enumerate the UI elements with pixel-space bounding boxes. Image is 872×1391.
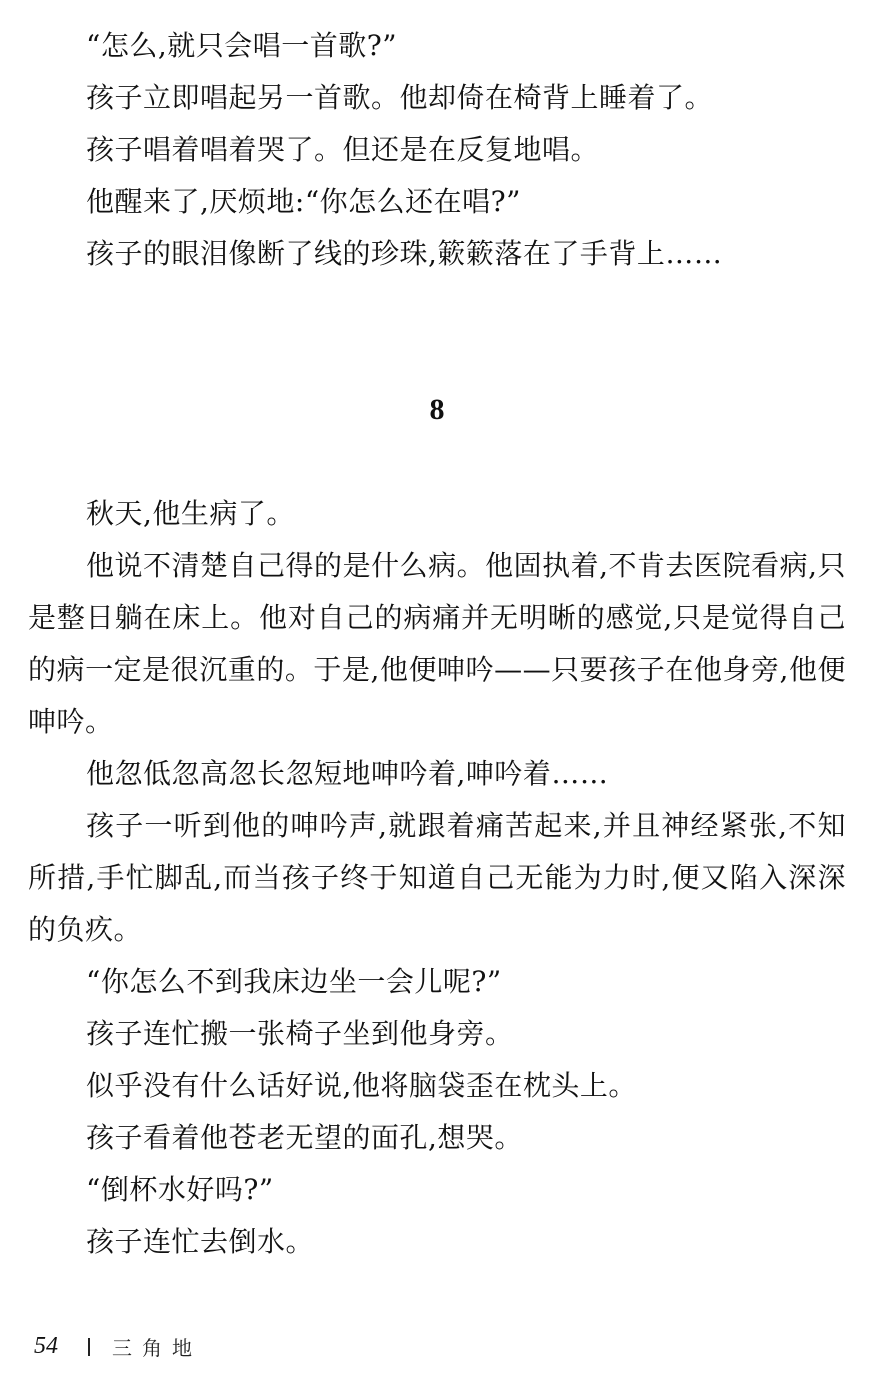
paragraph: “怎么,就只会唱一首歌?” <box>86 29 398 62</box>
paragraph: 他说不清楚自己得的是什么病。他固执着,不肯去医院看病,只是整日躺在床上。他对自己的病痛并无明晰的感觉,只是觉得自己的病一定是很沉重的。于是,他便呻吟——只要孩子在他身旁,他便呻吟。 <box>28 549 846 738</box>
book-title: 三角地 <box>112 1336 202 1360</box>
paragraph: 秋天,他生病了。 <box>86 497 295 530</box>
paragraph: 他醒来了,厌烦地:“你怎么还在唱?” <box>86 185 521 218</box>
paragraph: 孩子唱着唱着哭了。但还是在反复地唱。 <box>86 133 600 166</box>
paragraph: “倒杯水好吗?” <box>86 1173 274 1206</box>
paragraph: 孩子立即唱起另一首歌。他却倚在椅背上睡着了。 <box>86 81 714 114</box>
paragraph: 他忽低忽高忽长忽短地呻吟着,呻吟着…… <box>86 757 609 790</box>
paragraph: “你怎么不到我床边坐一会儿呢?” <box>86 965 502 998</box>
section-8 <box>28 488 846 1268</box>
paragraph: 孩子一听到他的呻吟声,就跟着痛苦起来,并且神经紧张,不知所措,手忙脚乱,而当孩子终于知道自己无能为力时,便又陷入深深的负疚。 <box>28 809 846 946</box>
paragraph: 孩子连忙去倒水。 <box>86 1225 315 1258</box>
section-1-tail <box>28 20 846 280</box>
paragraph: 孩子看着他苍老无望的面孔,想哭。 <box>86 1121 523 1154</box>
paragraph: 似乎没有什么话好说,他将脑袋歪在枕头上。 <box>86 1069 637 1102</box>
book-page <box>28 20 846 1268</box>
footer-divider <box>88 1338 90 1356</box>
page-number: 54 <box>34 1333 58 1359</box>
paragraph: 孩子连忙搬一张椅子坐到他身旁。 <box>86 1017 514 1050</box>
page-footer <box>34 1332 202 1361</box>
paragraph: 孩子的眼泪像断了线的珍珠,簌簌落在了手背上…… <box>86 237 723 270</box>
section-number: 8 <box>429 393 445 426</box>
spacer <box>28 436 846 488</box>
spacer <box>28 280 846 384</box>
